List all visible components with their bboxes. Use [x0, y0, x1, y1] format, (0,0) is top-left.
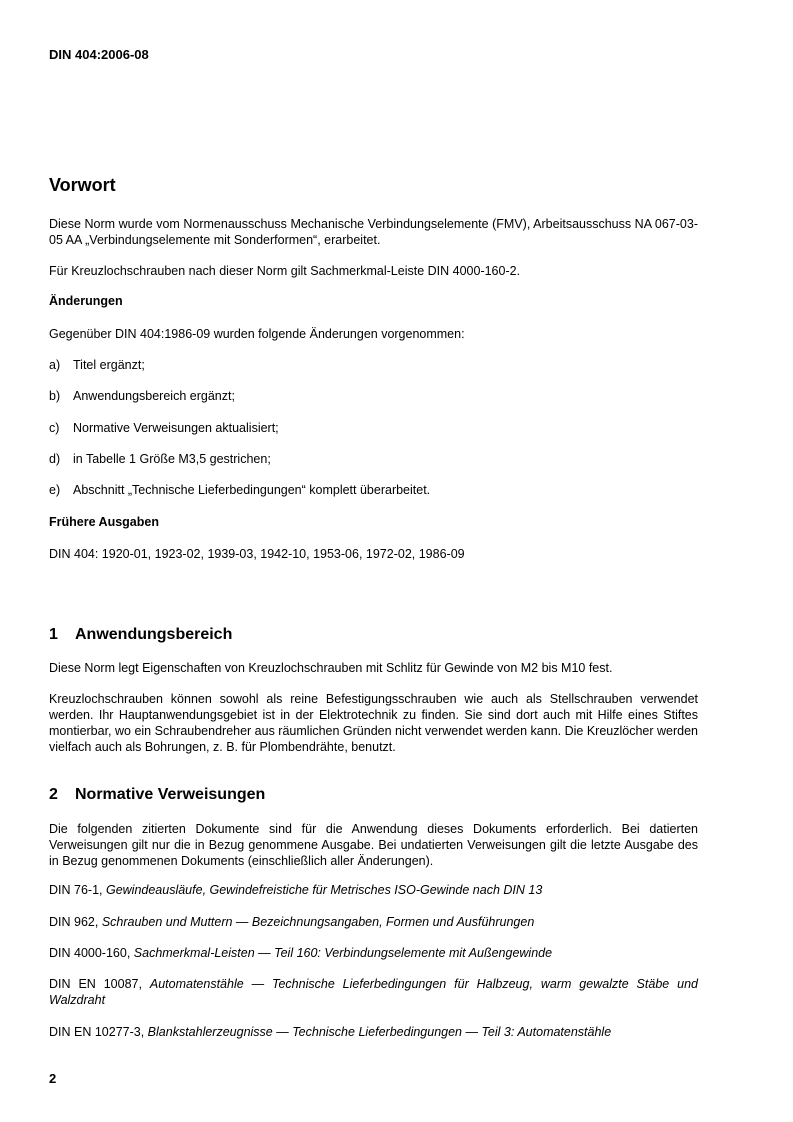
- reference-title: Schrauben und Muttern — Bezeichnungsangaben, Formen und Ausführungen: [101, 915, 535, 929]
- reference-code: DIN 962,: [49, 915, 102, 929]
- section-title: Normative Verweisungen: [75, 786, 266, 803]
- normative-reference: [49, 914, 698, 930]
- change-item: [49, 452, 271, 466]
- section-number: 2: [49, 786, 58, 803]
- section-title: Anwendungsbereich: [75, 626, 233, 643]
- change-text: in Tabelle 1 Größe M3,5 gestrichen;: [73, 452, 271, 466]
- reference-code: DIN EN 10087,: [49, 977, 150, 991]
- section-2-intro: Die folgenden zitierten Dokumente sind für die Anwendung dieses Dokuments erforderlich. Bei datierten Verweisungen gilt nur die in Bezug genommene Ausgabe. Bei undatierten Verweisungen gilt die letzte Ausgabe des in Bezug genommenen Dokuments (einschließlich aller Änderungen).: [49, 822, 698, 868]
- section-1-heading: [49, 626, 232, 644]
- page-number: 2: [49, 1071, 57, 1086]
- changes-heading: Änderungen: [49, 294, 123, 308]
- reference-code: DIN EN 10277-3,: [49, 1025, 148, 1039]
- section-2-heading: [49, 786, 265, 804]
- reference-title: Blankstahlerzeugnisse — Technische Lieferbedingungen — Teil 3: Automatenstähle: [147, 1025, 612, 1039]
- reference-title: Gewindeausläufe, Gewindefreistiche für Metrisches ISO-Gewinde nach DIN 13: [105, 883, 543, 897]
- vorwort-paragraph-1: Diese Norm wurde vom Normenausschuss Mechanische Verbindungselemente (FMV), Arbeitsausschuss NA 067-03-05 AA „Verbindungselemente mit Sonderformen“, erarbeitet.: [49, 217, 698, 247]
- change-marker: a): [49, 358, 61, 372]
- document-id: DIN 404:2006-08: [49, 47, 149, 62]
- change-marker: d): [49, 452, 61, 466]
- reference-title: Automatenstähle — Technische Lieferbedingungen für Halbzeug, warm gewalzte Stäbe und Walzdraht: [49, 977, 698, 1007]
- change-item: [49, 483, 430, 497]
- vorwort-paragraph-2: Für Kreuzlochschrauben nach dieser Norm gilt Sachmerkmal-Leiste DIN 4000-160-2.: [49, 264, 521, 278]
- section-number: 1: [49, 626, 58, 643]
- normative-reference: [49, 976, 698, 1008]
- section-1-paragraph-2: Kreuzlochschrauben können sowohl als reine Befestigungsschrauben wie auch als Stellschrauben verwendet werden. Ihr Hauptanwendungsgebiet ist in der Elektrotechnik zu finden. Sie sind dort auch mit Hilfe eines Stiftes montierbar, wo ein Schraubendreher aus räumlichen Gründen nicht verwendet werden kann. Die Kreuzlöcher werden vielfach auch als Bohrungen, z. B. für Plombendrähte, benutzt.: [49, 692, 698, 754]
- change-text: Titel ergänzt;: [73, 358, 145, 372]
- change-marker: c): [49, 421, 60, 435]
- reference-title: Sachmerkmal-Leisten — Teil 160: Verbindungselemente mit Außengewinde: [133, 946, 553, 960]
- change-marker: b): [49, 389, 61, 403]
- change-item: [49, 358, 145, 372]
- change-marker: e): [49, 483, 61, 497]
- vorwort-heading: Vorwort: [49, 175, 116, 195]
- change-text: Anwendungsbereich ergänzt;: [73, 389, 235, 403]
- change-text: Abschnitt „Technische Lieferbedingungen“ komplett überarbeitet.: [73, 483, 431, 497]
- normative-reference: [49, 945, 698, 961]
- normative-reference: [49, 882, 698, 898]
- reference-code: DIN 4000-160,: [49, 946, 134, 960]
- change-item: [49, 389, 235, 403]
- changes-intro: Gegenüber DIN 404:1986-09 wurden folgende Änderungen vorgenommen:: [49, 327, 465, 341]
- earlier-editions-list: DIN 404: 1920-01, 1923-02, 1939-03, 1942-10, 1953-06, 1972-02, 1986-09: [49, 547, 465, 561]
- reference-code: DIN 76-1,: [49, 883, 106, 897]
- normative-reference: [49, 1024, 698, 1040]
- section-1-paragraph-1: Diese Norm legt Eigenschaften von Kreuzlochschrauben mit Schlitz für Gewinde von M2 bis M10 fest.: [49, 661, 613, 675]
- earlier-editions-heading: Frühere Ausgaben: [49, 515, 159, 529]
- change-text: Normative Verweisungen aktualisiert;: [73, 421, 279, 435]
- change-item: [49, 421, 279, 435]
